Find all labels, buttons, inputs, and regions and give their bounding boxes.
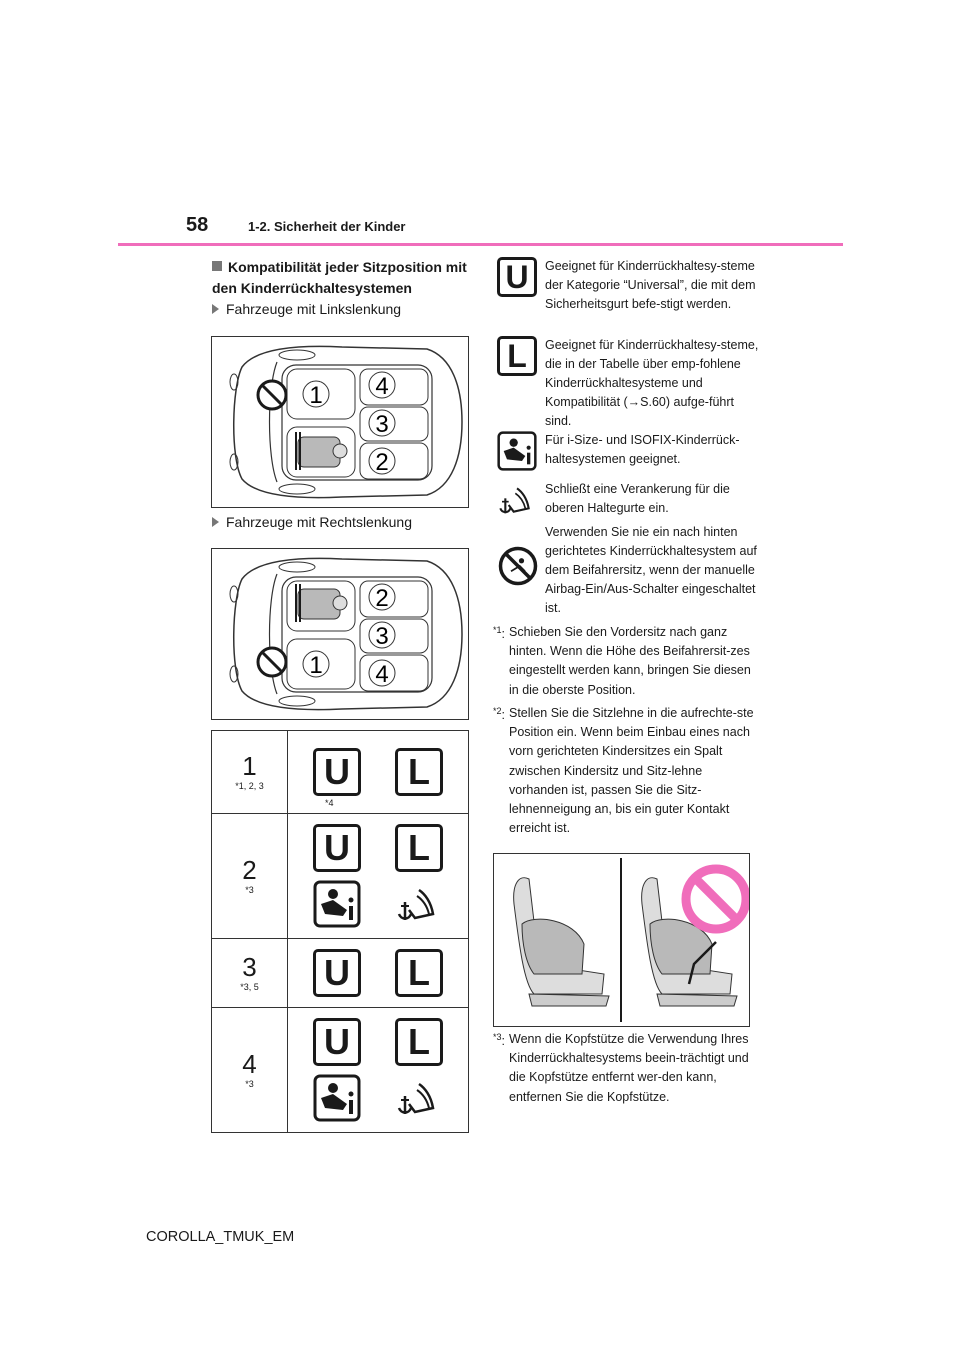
legend-universal	[497, 257, 759, 314]
sub-lhd	[212, 300, 401, 318]
universal-icon: U	[497, 257, 537, 297]
universal-icon: U	[313, 949, 361, 997]
footnote-mark: $^{*1}$:	[493, 625, 505, 642]
sub-lhd-text: Fahrzeuge mit Linkslenkung	[226, 301, 402, 317]
document-id: COROLLA_TMUK_EM	[146, 1229, 295, 1245]
seat-4-label: 4	[375, 373, 389, 400]
section-title: 1-2. Sicherheit der Kinder	[248, 219, 406, 234]
footnote-2	[493, 704, 755, 838]
sub-rhd	[212, 513, 412, 531]
universal-icon: U	[313, 824, 361, 872]
anchor-icon	[395, 1074, 443, 1122]
child-seat-illustration	[493, 853, 750, 1027]
car-rhd-illustration	[212, 549, 468, 719]
footnote-text: Stellen Sie die Sitzlehne in die aufrechte-ste Position ein. Wenn beim Einbau eines nach vorn gerichteten Kindersitzes ein Spalt zwischen Kindersitz und Sitz-lehne vorhanden ist, passen Sie die Sitz-lehnenneigung an, bis ein guter Kontakt erreicht ist.	[509, 706, 754, 836]
seat-number: 3	[242, 952, 257, 982]
list-l-icon: L	[395, 949, 443, 997]
icon-cell	[288, 939, 469, 1008]
bullet-square-icon	[212, 261, 222, 271]
compatibility-table	[211, 730, 469, 1133]
legend-isofix	[497, 431, 759, 471]
seat-note: *3	[245, 885, 254, 895]
arrow-icon	[212, 304, 219, 314]
footnote-text: Wenn die Kopfstütze die Verwendung Ihres Kinderrückhaltesystems beein-trächtigt und die Kopfstütze entfernt wer-den kann, entfernen Sie die Kopfstütze.	[509, 1032, 749, 1104]
anchor-icon	[497, 480, 537, 520]
page-number: 58	[186, 214, 209, 236]
compat-heading	[212, 257, 482, 299]
footnote-mark: $^{*3}$:	[493, 1032, 505, 1049]
seat-note: *3	[245, 1079, 254, 1089]
seat-cell	[212, 1008, 288, 1133]
seat-number: 4	[242, 1049, 257, 1079]
list-l-icon: L	[395, 1018, 443, 1066]
header-rule	[118, 243, 843, 246]
no-rear-facing-icon	[497, 545, 537, 585]
icon-cell	[288, 1008, 469, 1133]
seat-cell	[212, 814, 288, 939]
seat-note: *3, 5	[240, 982, 259, 992]
icon-cell	[288, 814, 469, 939]
legend-text: Für i-Size- und ISOFIX-Kinderrück-haltesystemen geeignet.	[545, 433, 740, 466]
diagram-rhd	[211, 548, 469, 720]
icon-cell	[288, 731, 469, 814]
table-row	[212, 1008, 469, 1133]
heading-text: Kompatibilität jeder Sitzposition mit den Kinderrückhaltesystemen	[212, 259, 467, 296]
diagram-lhd	[211, 336, 469, 508]
seat-4-label: 4	[375, 661, 389, 688]
seat-3-label: 3	[375, 623, 389, 650]
seat-2-label: 2	[375, 449, 389, 476]
seat-number: 1	[242, 751, 257, 781]
sub-rhd-text: Fahrzeuge mit Rechtslenkung	[226, 514, 412, 530]
footnote-mark: $^{*2}$:	[493, 706, 505, 723]
legend-list	[497, 336, 759, 431]
universal-icon: U *4	[313, 748, 361, 796]
seat-note: *1, 2, 3	[235, 781, 264, 791]
car-lhd-illustration	[212, 337, 468, 507]
seat-cell	[212, 939, 288, 1008]
arrow-icon	[212, 517, 219, 527]
footnote-text: Schieben Sie den Vordersitz nach ganz hinten. Wenn die Höhe des Beifahrersit-zes eingestellt werden kann, bringen Sie diesen in die oberste Position.	[509, 625, 751, 697]
footnote-3	[493, 1030, 755, 1107]
legend-text: Verwenden Sie nie ein nach hinten gerichtetes Kinderrückhaltesystem auf dem Beifahrersitz, wenn der manuelle Airbag-Ein/Aus-Schalter eingeschaltet ist.	[545, 525, 757, 615]
legend-anchor	[497, 480, 759, 520]
isofix-icon	[497, 431, 537, 471]
universal-icon: U	[313, 1018, 361, 1066]
table-row	[212, 939, 469, 1008]
seat-number: 2	[242, 855, 257, 885]
legend-text: Geeignet für Kinderrückhaltesy-steme der Kategorie “Universal”, die mit dem Sicherheitsgurt befe-stigt werden.	[545, 259, 756, 311]
seat-cell	[212, 731, 288, 814]
table-row	[212, 814, 469, 939]
list-l-icon: L	[395, 748, 443, 796]
legend-text: Geeignet für Kinderrückhaltesy-steme, die in der Tabelle über emp-fohlene Kinderrückhaltesysteme und Kompatibilität (→S.60) aufge-führt sind.	[545, 338, 759, 428]
legend-text: Schließt eine Verankerung für die oberen Haltegurte ein.	[545, 482, 730, 515]
seat-3-label: 3	[375, 411, 389, 438]
table-row	[212, 731, 469, 814]
list-l-icon: L	[395, 824, 443, 872]
isofix-icon	[313, 880, 361, 928]
seat-1-label: 1	[309, 382, 323, 409]
icon-note: *4	[325, 798, 334, 808]
seat-2-label: 2	[375, 585, 389, 612]
footnote-1	[493, 623, 755, 700]
anchor-icon	[395, 880, 443, 928]
legend-no-rear-facing	[497, 523, 759, 618]
isofix-icon	[313, 1074, 361, 1122]
seat-1-label: 1	[309, 652, 323, 679]
list-l-icon: L	[497, 336, 537, 376]
